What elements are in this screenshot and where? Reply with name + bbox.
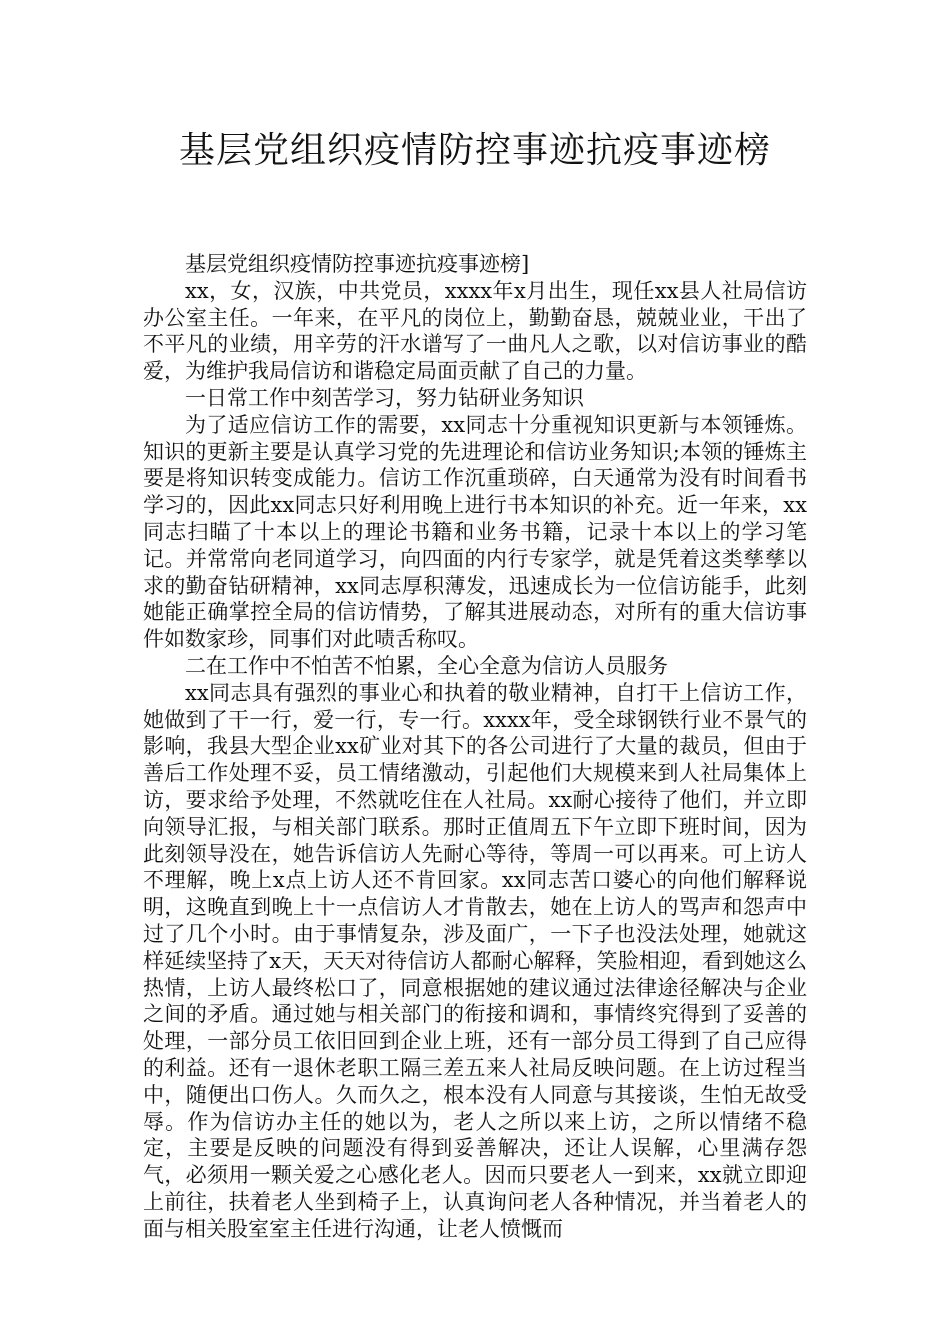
paragraph-section-1: 为了适应信访工作的需要，xx同志十分重视知识更新与本领锤炼。知识的更新主要是认真学习党的先进理论和信访业务知识;本领的锤炼主要是将知识转变成能力。信访工作沉重琐碎，白天通常为没有时间看书学习的，因此xx同志只好利用晚上进行书本知识的补充。近一年来，xx同志扫瞄了十本以上的理论书籍和业务书籍，记录十本以上的学习笔记。并常常向老同道学习，向四面的内行专家学，就是凭着这类孳孳以求的勤奋钻研精神，xx同志厚积薄发，迅速成长为一位信访能手，此刻她能正确掌控全局的信访情势，了解其进展动态，对所有的重大信访事件如数家珍，同事们对此啧舌称叹。 (143, 412, 807, 652)
section-heading-1: 一日常工作中刻苦学习，努力钻研业务知识 (185, 385, 584, 410)
document-title: 基层党组织疫情防控事迹抗疫事迹榜 (178, 130, 771, 171)
paragraph-intro: xx，女，汉族，中共党员，xxxx年x月出生，现任xx县人社局信访办公室主任。一年来，在平凡的岗位上，勤勤奋恳，兢兢业业，干出了不平凡的业绩，用辛劳的汗水谱写了一曲凡人之歌，以对信访事业的酷爱，为维护我局信访和谐稳定局面贡献了自己的力量。 (143, 278, 807, 384)
section-heading-2: 二在工作中不怕苦不怕累，全心全意为信访人员服务 (185, 653, 668, 678)
document-body (143, 251, 807, 1242)
paragraph-subtitle: 基层党组织疫情防控事迹抗疫事迹榜] (185, 252, 530, 276)
paragraph-section-2: xx同志具有强烈的事业心和执着的敬业精神，自打干上信访工作，她做到了干一行，爱一行，专一行。xxxx年，受全球钢铁行业不景气的影响，我县大型企业xx矿业对其下的各公司进行了大量的裁员，但由于善后工作处理不妥，员工情绪激动，引起他们大规模来到人社局集体上访，要求给予处理，不然就吃住在人社局。xx耐心接待了他们，并立即向领导汇报，与相关部门联系。那时正值周五下午立即下班时间，因为此刻领导没在，她告诉信访人先耐心等待，等周一可以再来。可上访人不理解，晚上x点上访人还不肯回家。xx同志苦口婆心的向他们解释说明，这晚直到晚上十一点信访人才肯散去，她在上访人的骂声和怨声中过了几个小时。由于事情复杂，涉及面广，一下子也没法处理，她就这样延续坚持了x天，天天对待信访人都耐心解释，笑脸相迎，看到她这么热情，上访人最终松口了，同意根据她的建议通过法律途径解决与企业之间的矛盾。通过她与相关部门的衔接和调和，事情终究得到了妥善的处理，一部分员工依旧回到企业上班，还有一部分员工得到了自己应得的利益。还有一退休老职工隔三差五来人社局反映问题。在上访过程当中，随便出口伤人。久而久之，根本没有人同意与其接谈，生怕无故受辱。作为信访办主任的她以为，老人之所以来上访，之所以情绪不稳定，主要是反映的问题没有得到妥善解决，还让人误解，心里满存怨气，必须用一颗关爱之心感化老人。因而只要老人一到来，xx就立即迎上前往，扶着老人坐到椅子上，认真询问老人各种情况，并当着老人的面与相关股室室主任进行沟通，让老人愤慨而 (143, 680, 807, 1241)
